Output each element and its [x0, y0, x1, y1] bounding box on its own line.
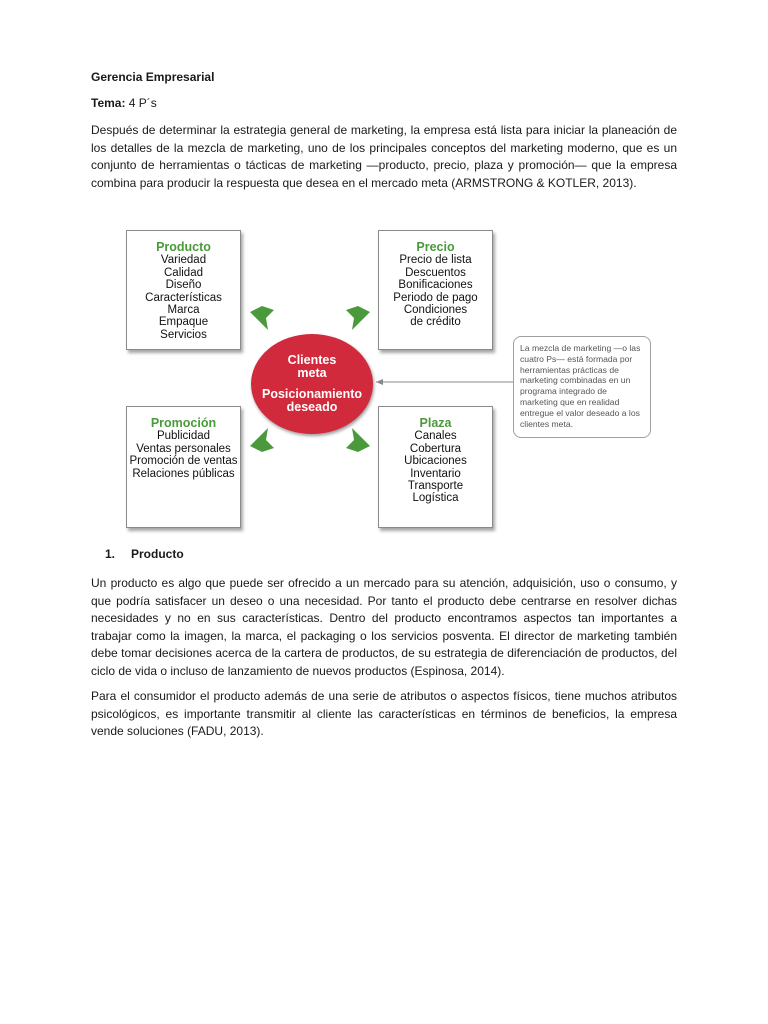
section-number: 1.	[105, 547, 116, 561]
producto-item: Marca	[167, 304, 200, 317]
producto-item: Empaque	[158, 316, 209, 329]
center-line-1: Clientes	[287, 353, 337, 367]
producto-item: Diseño	[165, 279, 202, 292]
section-paragraph-1: Un producto es algo que puede ser ofrecido a un mercado para su atención, adquisición, uso o consumo, y que podría satisfacer un deseo o una necesidad. Por tanto el producto debe centrarse en resolver dichas necesidades y no en sus características. Dentro del producto encontramos aspectos tan importantes a trabajar como la imagen, la marca, el packaging o los servicios posventa. El director de marketing también debe tomar decisiones acerca de la cartera de productos, de su estrategia de diferenciación de productos, del ciclo de vida o incluso de lanzamiento de nuevos productos (Espinosa, 2014).	[91, 576, 677, 678]
producto-title: Producto	[156, 240, 211, 254]
marketing-mix-note: La mezcla de marketing —o las cuatro Ps— está formada por herramientas prácticas de marketing combinadas en un programa integrado de marketing que en realidad entregue el valor deseado a los clientes meta.	[513, 336, 651, 438]
producto-item: Servicios	[160, 328, 207, 341]
precio-item: de crédito	[410, 316, 461, 329]
precio-title: Precio	[416, 240, 455, 254]
arrow-producto-icon	[250, 306, 274, 330]
producto-item: Características	[145, 291, 222, 304]
plaza-box	[378, 406, 493, 528]
section-paragraph-2: Para el consumidor el producto además de una serie de atributos o aspectos físicos, tiene muchos atributos psicológicos, es importante transmitir al cliente las características en términos de beneficios, la empresa vende soluciones (FADU, 2013).	[91, 689, 677, 738]
arrow-precio-icon	[346, 306, 370, 330]
promocion-title: Promoción	[150, 416, 217, 430]
precio-item: Bonificaciones	[398, 279, 473, 292]
section-heading	[91, 546, 677, 564]
topic-label: Tema:	[91, 96, 126, 110]
intro-paragraph: Después de determinar la estrategia general de marketing, la empresa está lista para iniciar la planeación de los detalles de la mezcla de marketing, uno de los principales conceptos del marketing moderno, que es un conjunto de herramientas o tácticas de marketing —producto, precio, plaza y promoción— que la empresa combina para producir la respuesta que desea en el mercado meta (ARMSTRONG & KOTLER, 2013).	[91, 123, 677, 190]
promocion-item: Relaciones públicas	[132, 467, 235, 480]
precio-item: Periodo de pago	[393, 291, 478, 304]
precio-item: Precio de lista	[399, 254, 472, 267]
topic-value: 4 P´s	[125, 96, 157, 110]
precio-box	[378, 230, 493, 350]
center-line-2: meta	[297, 366, 327, 380]
promocion-item: Promoción de ventas	[129, 455, 238, 468]
center-line-4: deseado	[286, 400, 338, 414]
producto-item: Variedad	[160, 254, 207, 267]
promocion-item: Ventas personales	[136, 442, 231, 455]
plaza-item: Logística	[412, 492, 459, 505]
section-title: Producto	[131, 547, 184, 561]
precio-item: Condiciones	[403, 304, 468, 317]
arrow-promocion-icon	[250, 428, 274, 452]
promocion-box	[126, 406, 241, 528]
producto-item: Calidad	[164, 266, 203, 279]
plaza-item: Canales	[414, 430, 457, 443]
plaza-item: Cobertura	[409, 442, 462, 455]
precio-item: Descuentos	[405, 266, 466, 279]
plaza-item: Inventario	[410, 467, 461, 480]
plaza-item: Transporte	[407, 480, 464, 493]
marketing-mix-diagram	[118, 224, 658, 536]
arrow-plaza-icon	[346, 428, 370, 452]
producto-box	[126, 230, 241, 350]
promocion-item: Publicidad	[156, 430, 211, 443]
plaza-item: Ubicaciones	[404, 455, 467, 468]
center-line-3: Posicionamiento	[261, 387, 363, 401]
target-customers-circle	[251, 334, 373, 434]
topic-line	[91, 95, 677, 113]
plaza-title: Plaza	[419, 416, 452, 430]
document-heading: Gerencia Empresarial	[91, 70, 215, 84]
note-pointer-arrowhead-icon	[376, 379, 383, 385]
